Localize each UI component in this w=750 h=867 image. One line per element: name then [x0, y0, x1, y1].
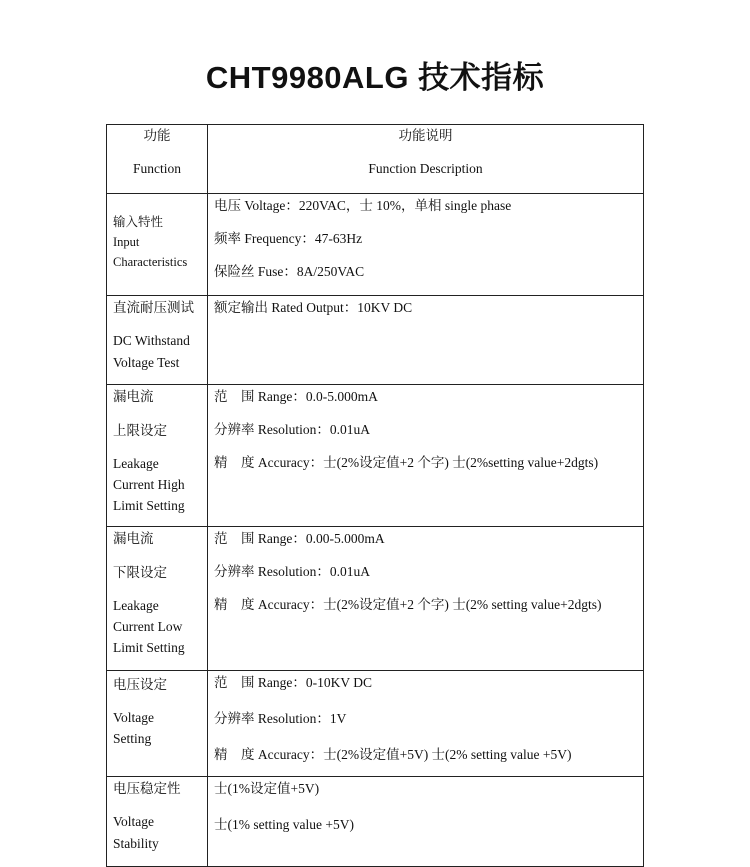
description-line: 精 度 Accuracy：士(2%设定值+2 个字) 士(2% setting value+2dgts)	[214, 597, 602, 612]
description-line: 频率 Frequency：47-63Hz	[214, 231, 363, 246]
table-row	[107, 527, 644, 671]
description-line: 保险丝 Fuse：8A/250VAC	[214, 264, 365, 279]
function-cell	[107, 671, 208, 777]
function-en-line: Limit Setting	[113, 640, 185, 655]
function-en-line: Voltage	[113, 710, 154, 725]
table-row	[107, 671, 644, 777]
description-line: 范 围 Range：0.00-5.000mA	[214, 531, 385, 546]
function-cn: 电压稳定性	[113, 781, 181, 796]
spec-table	[106, 124, 644, 867]
function-en-line: Leakage	[113, 598, 159, 613]
header-description-cell	[208, 125, 644, 194]
description-line: 士(1%设定值+5V)	[214, 781, 320, 796]
function-cn: 电压设定	[113, 677, 167, 692]
function-en-line: Setting	[113, 731, 152, 746]
table-row	[107, 777, 644, 867]
function-en-line: Current Low	[113, 619, 183, 634]
function-cell	[107, 296, 208, 385]
function-cn: 漏电流	[113, 389, 154, 404]
function-en-line: Stability	[113, 836, 159, 851]
description-cell	[208, 671, 644, 777]
function-en-line: Current High	[113, 477, 185, 492]
function-cell	[107, 385, 208, 527]
description-line: 精 度 Accuracy：士(2%设定值+2 个字) 士(2%setting value+2dgts)	[214, 455, 599, 470]
description-line: 精 度 Accuracy：士(2%设定值+5V) 士(2% setting value +5V)	[214, 747, 572, 762]
function-cn: 下限设定	[113, 565, 167, 580]
function-en-line: Characteristics	[113, 255, 188, 269]
header-description-en: Function Description	[368, 161, 483, 176]
page-title: CHT9980ALG 技术指标	[205, 60, 545, 95]
description-line: 电压 Voltage：220VAC，士 10%，单相 single phase	[214, 198, 512, 213]
header-description-cn: 功能说明	[398, 128, 453, 143]
function-en-line: Leakage	[113, 456, 159, 471]
function-cn: 漏电流	[113, 531, 154, 546]
description-line: 分辨率 Resolution：1V	[214, 711, 347, 726]
function-en-line: DC Withstand	[113, 333, 190, 348]
description-line: 额定输出 Rated Output：10KV DC	[214, 300, 413, 315]
header-function-cell	[107, 125, 208, 194]
function-en-line: Limit Setting	[113, 498, 185, 513]
header-function-en: Function	[132, 161, 181, 176]
function-cell	[107, 777, 208, 867]
table-row	[107, 385, 644, 527]
description-line: 分辨率 Resolution：0.01uA	[214, 422, 371, 437]
table-row	[107, 296, 644, 385]
function-cell	[107, 194, 208, 296]
description-line: 范 围 Range：0.0-5.000mA	[214, 389, 378, 404]
function-cn: 上限设定	[113, 423, 167, 438]
header-function-cn: 功能	[143, 128, 171, 143]
description-line: 范 围 Range：0-10KV DC	[214, 675, 372, 690]
description-cell	[208, 527, 644, 671]
description-cell	[208, 385, 644, 527]
description-line: 分辨率 Resolution：0.01uA	[214, 564, 371, 579]
description-line: 士(1% setting value +5V)	[214, 817, 354, 832]
function-cell	[107, 527, 208, 671]
description-cell	[208, 777, 644, 867]
function-en-line: Voltage	[113, 814, 154, 829]
function-en-line: Input	[113, 235, 140, 249]
description-cell	[208, 194, 644, 296]
function-cn: 输入特性	[113, 215, 164, 229]
description-cell	[208, 296, 644, 385]
table-row	[107, 194, 644, 296]
table-header-row	[107, 125, 644, 194]
function-en-line: Voltage Test	[113, 355, 180, 370]
function-cn: 直流耐压测试	[113, 300, 194, 315]
